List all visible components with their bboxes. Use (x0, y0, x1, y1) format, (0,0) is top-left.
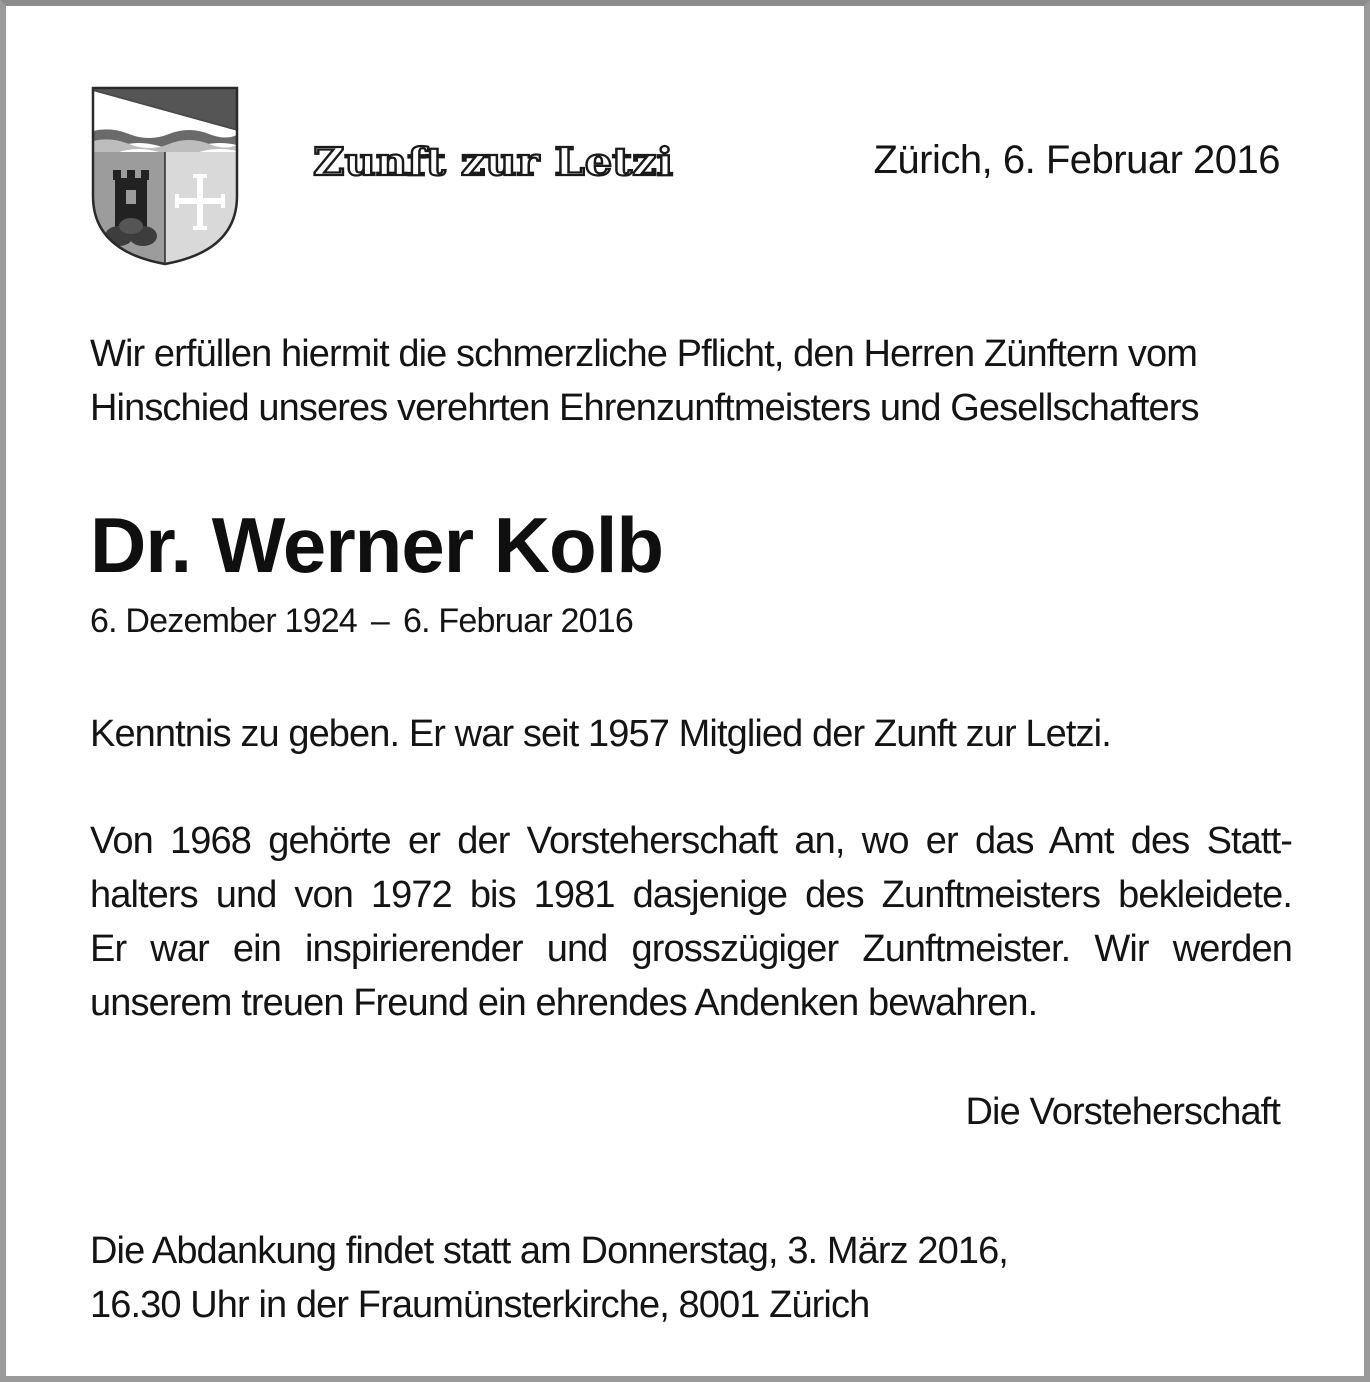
guild-crest-icon (89, 86, 241, 268)
signature: Die Vorsteherschaft (965, 1091, 1280, 1133)
notice-paragraph: Kenntnis zu geben. Er war seit 1957 Mitglied der Zunft zur Letzi. (90, 713, 1111, 755)
tribute-paragraph (90, 814, 1292, 1030)
funeral-paragraph (90, 1224, 1292, 1332)
tribute-line: Er war ein inspirierender und grosszügiger Zunftmeister. Wir werden (90, 928, 1292, 970)
guild-name-logo (311, 139, 676, 185)
intro-line: Wir erfüllen hiermit die schmerzliche Pflicht, den Herren Zünftern vom (90, 333, 1197, 375)
place-date: Zürich, 6. Februar 2016 (873, 138, 1280, 182)
funeral-line: 16.30 Uhr in der Fraumünsterkirche, 8001 Zürich (90, 1284, 870, 1326)
life-dates (90, 599, 633, 643)
tribute-line: halters und von 1972 bis 1981 dasjenige des Zunftmeisters bekleidete. (90, 874, 1292, 916)
tribute-line: unserem treuen Freund ein ehrendes Andenken bewahren. (90, 982, 1038, 1024)
intro-paragraph (90, 327, 1292, 435)
deceased-name: Dr. Werner Kolb (90, 501, 664, 589)
intro-line: Hinschied unseres verehrten Ehrenzunftmeisters und Gesellschafters (90, 387, 1199, 429)
svg-text:Zunft zur Letzi: Zunft zur Letzi (313, 139, 673, 184)
funeral-line: Die Abdankung findet statt am Donnerstag, 3. März 2016, (90, 1230, 1008, 1272)
date-dash: – (370, 602, 390, 640)
tribute-line: Von 1968 gehörte er der Vorsteherschaft an, wo er das Amt des Statt- (90, 820, 1292, 862)
death-date: 6. Februar 2016 (403, 602, 633, 640)
birth-date: 6. Dezember 1924 (90, 602, 357, 640)
